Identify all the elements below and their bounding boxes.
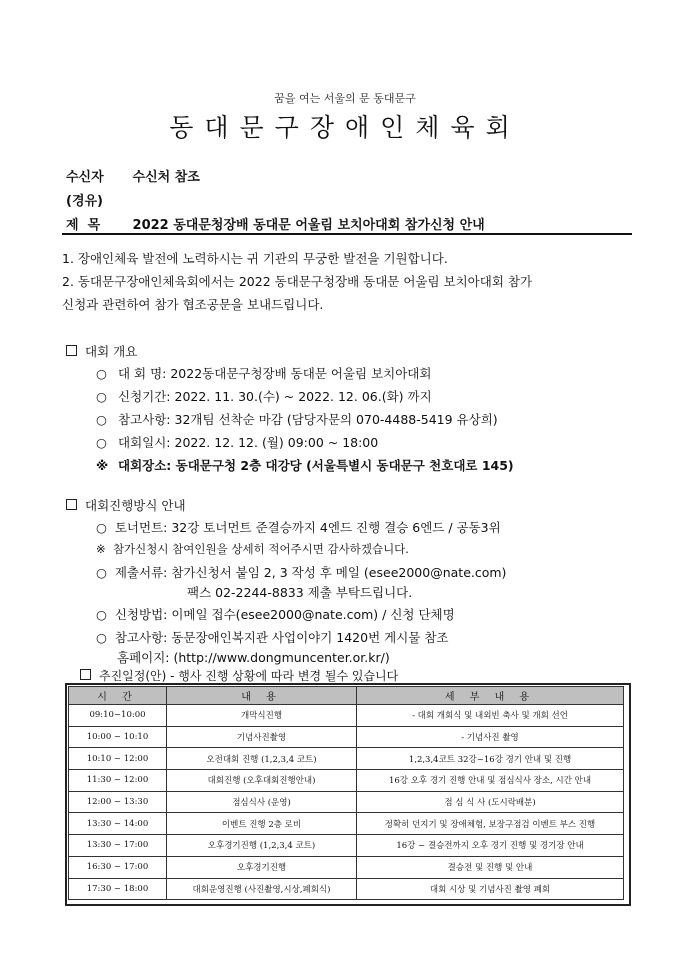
content-cell: 오후경기진행 (1,2,3,4 코트) [167, 835, 357, 857]
column-header-time: 시 간 [69, 687, 167, 705]
overview-item-text: 참고사항: 32개팀 선착순 마감 (담당자문의 070-4488-5419 유상희) [118, 412, 498, 427]
detail-cell: 대회 시상 및 기념사진 촬영 폐회 [357, 878, 624, 900]
content-cell: 오전대회 진행 (1,2,3,4 코트) [167, 748, 357, 770]
slogan: 꿈을 여는 서울의 문 동대문구 [274, 92, 416, 105]
time-cell: 09:10~10:00 [69, 705, 167, 727]
column-header-content: 내 용 [167, 687, 357, 705]
overview-item-text: 대회장소: 동대문구청 2층 대강당 (서울특별시 동대문구 천호대로 145) [118, 458, 514, 473]
overview-item [96, 364, 431, 382]
table-row [69, 813, 624, 835]
overview-item [96, 387, 432, 405]
reference-mark-icon: ※ [96, 458, 109, 473]
recipient-value: 수신처 참조 [132, 170, 200, 185]
method-tournament: ○ 토너먼트: 32강 토너먼트 준결승까지 4엔드 진행 결승 6엔드 / 공동3위 [96, 520, 501, 535]
schedule-table [68, 686, 624, 900]
overview-item-venue [96, 456, 514, 474]
time-cell: 10:00 ~ 10:10 [69, 726, 167, 748]
table-row [69, 748, 624, 770]
header-divider [62, 233, 632, 235]
time-cell: 17:30 ~ 18:00 [69, 878, 167, 900]
overview-title: 대회 개요 [85, 344, 138, 359]
detail-cell: 점 심 식 사 (도시락배분) [357, 791, 624, 813]
table-header-row [69, 687, 624, 705]
table-row [69, 791, 624, 813]
paragraph-2-line-1: 2. 동대문구장애인체육회에서는 2022 동대문구청장배 동대문 어울림 보치아대회 참가 [62, 274, 533, 289]
subject-value: 2022 동대문청장배 동대문 어울림 보치아대회 참가신청 안내 [132, 218, 485, 233]
square-bullet-icon [66, 499, 77, 510]
time-cell: 11:30 ~ 12:00 [69, 770, 167, 792]
overview-item-text: 대 회 명: 2022동대문구청장배 동대문 어울림 보치아대회 [118, 366, 432, 381]
overview-item [96, 410, 498, 428]
circle-bullet-icon: ○ [96, 412, 107, 427]
detail-cell: 정확히 던지기 및 장애체험, 보장구점검 이벤트 부스 진행 [357, 813, 624, 835]
recipient-label: 수신자 [66, 170, 104, 185]
method-title: 대회진행방식 안내 [85, 498, 186, 513]
content-cell: 대회운영진행 (사진촬영,시상,폐회식) [167, 878, 357, 900]
detail-cell: 결승전 및 진행 및 안내 [357, 856, 624, 878]
content-cell: 점심식사 (운영) [167, 791, 357, 813]
recipient-row [66, 166, 200, 185]
square-bullet-icon [80, 669, 91, 680]
content-cell: 이벤트 진행 2층 로비 [167, 813, 357, 835]
via-row [66, 190, 103, 209]
table-row [69, 726, 624, 748]
overview-item-text: 대회일시: 2022. 12. 12. (월) 09:00 ~ 18:00 [118, 435, 379, 450]
paragraph-2-line-2: 신청과 관련하여 참가 협조공문을 보내드립니다. [62, 297, 324, 312]
method-note: ※ 참가신청시 참여인원을 상세히 적어주시면 감사하겠습니다. [96, 542, 409, 556]
content-cell: 대회진행 (오후대회진행안내) [167, 770, 357, 792]
square-bullet-icon [66, 345, 77, 356]
method-docs-fax: 팩스 02-2244-8833 제출 부탁드립니다. [187, 585, 413, 600]
circle-bullet-icon: ○ [96, 389, 107, 404]
table-row [69, 770, 624, 792]
detail-cell: - 기념사진 촬영 [357, 726, 624, 748]
subject-row [66, 214, 485, 233]
org-title: 동대문구장애인체육회 [169, 113, 521, 142]
overview-item [96, 433, 378, 451]
time-cell: 16:30 ~ 17:00 [69, 856, 167, 878]
table-row [69, 705, 624, 727]
table-row [69, 835, 624, 857]
method-docs: ○ 제출서류: 참가신청서 붙임 2, 3 작성 후 메일 (esee2000@nate.com) [96, 565, 507, 580]
schedule-title: 추진일정(안) - 행사 진행 상황에 따라 변경 될수 있습니다 [99, 669, 399, 683]
time-cell: 12:00 ~ 13:30 [69, 791, 167, 813]
circle-bullet-icon: ○ [96, 366, 107, 381]
circle-bullet-icon: ○ [96, 435, 107, 450]
via-label: (경유) [66, 194, 103, 209]
content-cell: 기념사진촬영 [167, 726, 357, 748]
time-cell: 13:30 ~ 17:00 [69, 835, 167, 857]
table-row [69, 856, 624, 878]
overview-item-text: 신청기간: 2022. 11. 30.(수) ~ 2022. 12. 06.(화) 까지 [118, 389, 432, 404]
overview-heading [66, 342, 137, 360]
method-reference: ○ 참고사항: 동문장애인복지관 사업이야기 1420번 게시물 참조 [96, 630, 449, 645]
schedule-heading [80, 667, 398, 684]
detail-cell: 1,2,3,4코트 32강~16강 경기 안내 및 진행 [357, 748, 624, 770]
paragraph-1: 1. 장애인체육 발전에 노력하시는 귀 기관의 무궁한 발전을 기원합니다. [62, 251, 448, 266]
detail-cell: 16강 오후 경기 진행 안내 및 점심식사 장소, 시간 안내 [357, 770, 624, 792]
content-cell: 개막식진행 [167, 705, 357, 727]
homepage-link[interactable]: 홈페이지: (http://www.dongmuncenter.or.kr/) [117, 650, 390, 665]
method-heading [66, 496, 186, 514]
time-cell: 10:10 ~ 12:00 [69, 748, 167, 770]
table-row [69, 878, 624, 900]
time-cell: 13:30 ~ 14:00 [69, 813, 167, 835]
method-apply: ○ 신청방법: 이메일 접수(esee2000@nate.com) / 신청 단체명 [96, 607, 455, 622]
subject-label: 제 목 [66, 218, 101, 233]
detail-cell: 16강 ~ 결승전까지 오후 경기 진행 및 경기장 안내 [357, 835, 624, 857]
content-cell: 오후경기진행 [167, 856, 357, 878]
column-header-detail: 세 부 내 용 [357, 687, 624, 705]
detail-cell: - 대회 개회식 및 내외빈 축사 및 개회 선언 [357, 705, 624, 727]
